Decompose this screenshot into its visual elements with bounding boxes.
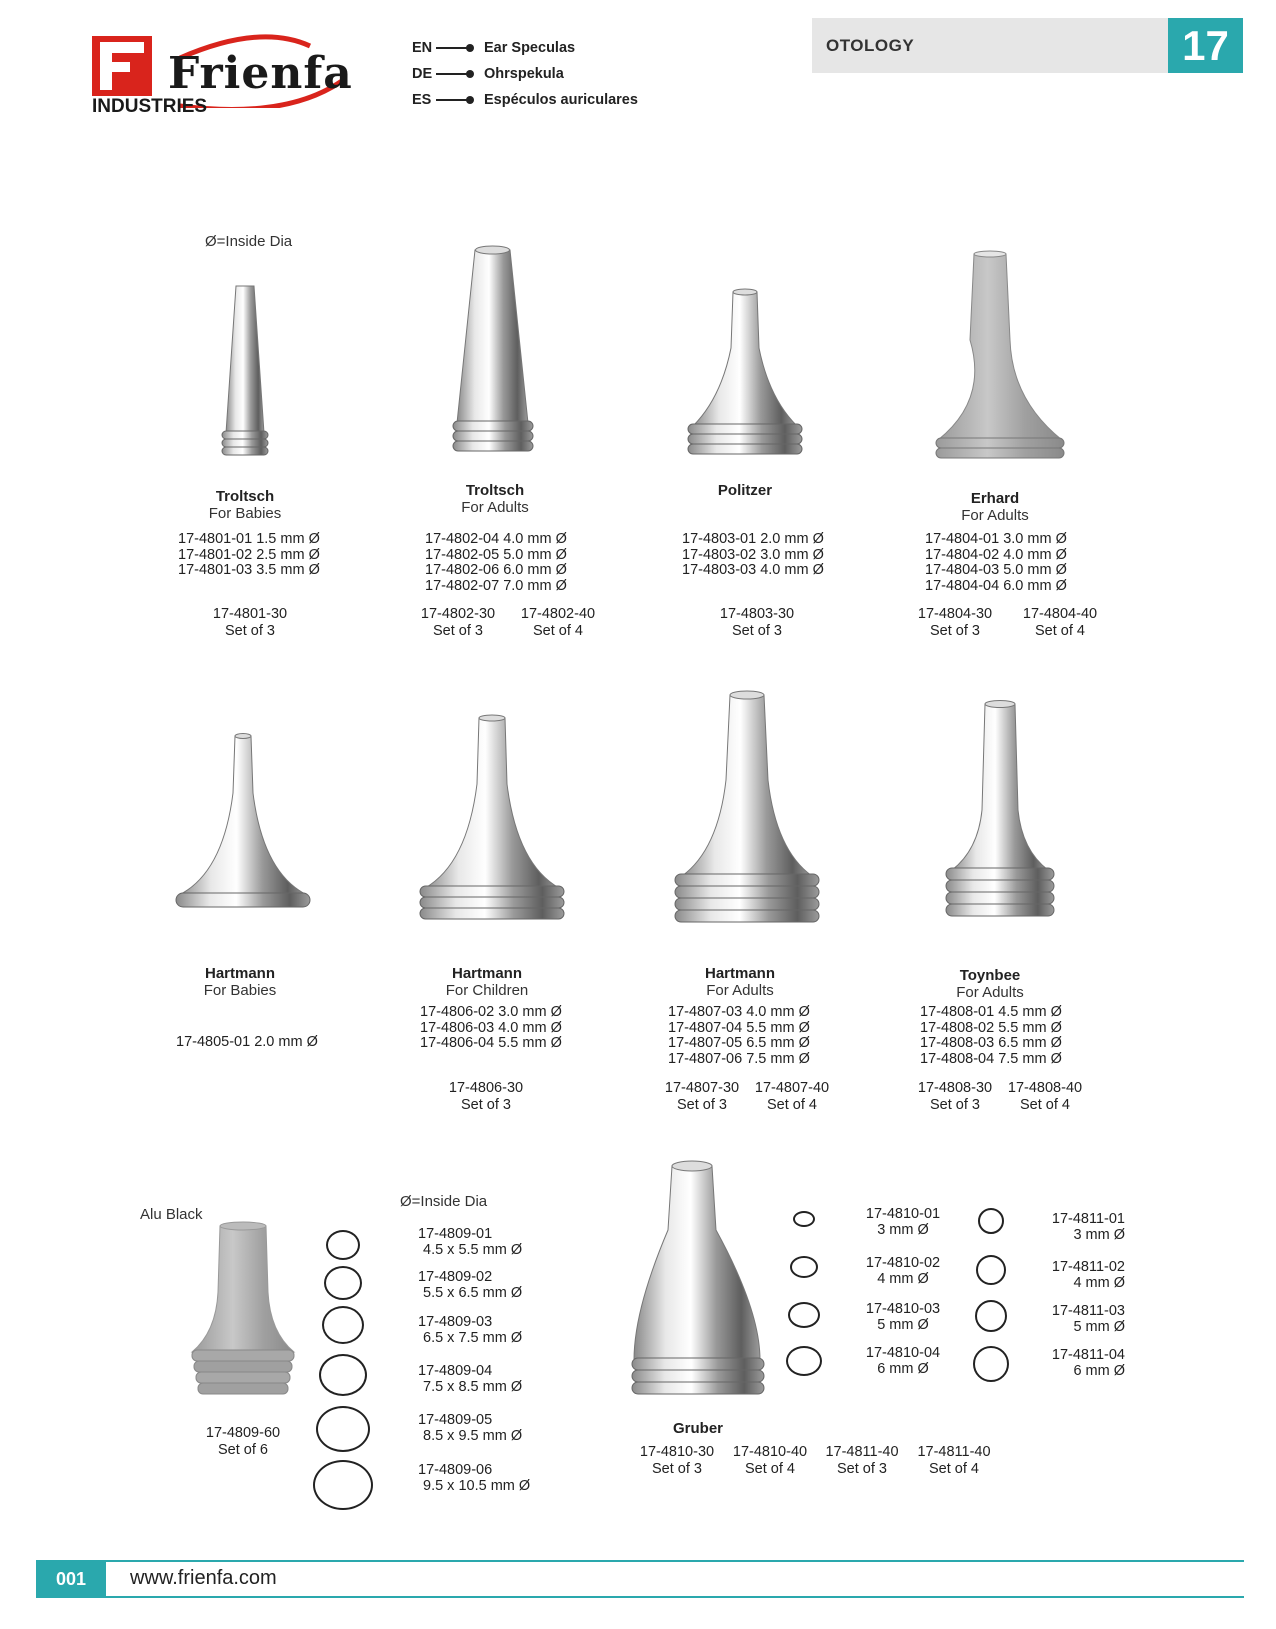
product-sub: For Children xyxy=(445,982,529,999)
page-number: 001 xyxy=(36,1562,106,1596)
product-name: Toynbee xyxy=(959,967,1021,984)
footer-rule xyxy=(36,1596,1244,1598)
size-ring xyxy=(322,1306,364,1344)
product-codes: 17-4803-01 2.0 mm Ø 17-4803-02 3.0 mm Ø 17-4803-03 4.0 mm Ø xyxy=(682,531,824,578)
ring-code: 17-4811-01 3 mm Ø xyxy=(1051,1211,1125,1243)
politzer-image xyxy=(685,288,805,468)
product-sub: For Babies xyxy=(208,505,282,522)
ring-code: 17-4811-02 4 mm Ø xyxy=(1051,1259,1125,1291)
brand-name: Frienfa xyxy=(168,48,353,99)
hartmann-babies-image xyxy=(173,733,313,933)
product-name: Gruber xyxy=(672,1420,723,1437)
gruber-image xyxy=(630,1160,770,1410)
alu-black-note: Alu Black xyxy=(140,1206,203,1223)
erhard-image xyxy=(930,250,1070,470)
section-number: 17 xyxy=(1168,18,1243,73)
product-name: Troltsch xyxy=(465,482,525,499)
hartmann-children-image xyxy=(417,714,567,934)
product-codes: 17-4808-01 4.5 mm Ø 17-4808-02 5.5 mm Ø 17-4808-03 6.5 mm Ø 17-4808-04 7.5 mm Ø xyxy=(920,1004,1062,1067)
ring-code: 17-4809-05 8.5 x 9.5 mm Ø xyxy=(418,1412,523,1444)
size-ring xyxy=(324,1266,362,1300)
set-item: 17-4807-40 Set of 4 xyxy=(754,1080,830,1113)
ring-code: 17-4811-04 6 mm Ø xyxy=(1051,1347,1125,1379)
lang-de: DE Ohrspekula xyxy=(412,66,564,82)
size-ring xyxy=(976,1255,1006,1285)
set-item: 17-4802-30 Set of 3 xyxy=(420,606,496,639)
product-codes: 17-4807-03 4.0 mm Ø 17-4807-04 5.5 mm Ø 17-4807-05 6.5 mm Ø 17-4807-06 7.5 mm Ø xyxy=(668,1004,810,1067)
ring-code: 17-4809-04 7.5 x 8.5 mm Ø xyxy=(418,1363,523,1395)
brand-sub: INDUSTRIES xyxy=(92,96,208,117)
set-item: 17-4810-30 Set of 3 xyxy=(639,1444,715,1477)
lang-es: ES Espéculos auriculares xyxy=(412,92,638,108)
size-ring xyxy=(319,1354,367,1396)
set-item: 17-4802-40 Set of 4 xyxy=(520,606,596,639)
product-name: Hartmann xyxy=(204,965,275,982)
product-name: Hartmann xyxy=(704,965,775,982)
set-item: 17-4810-40 Set of 4 xyxy=(732,1444,808,1477)
troltsch-babies-image xyxy=(210,283,280,463)
set-item: 17-4801-30 Set of 3 xyxy=(212,606,288,639)
inside-dia-note: Ø=Inside Dia xyxy=(205,233,293,250)
ring-code: 17-4811-03 5 mm Ø xyxy=(1051,1303,1125,1335)
logo-mark xyxy=(92,36,152,96)
product-codes: 17-4805-01 2.0 mm Ø xyxy=(176,1034,318,1050)
ring-code: 17-4810-03 5 mm Ø xyxy=(865,1301,941,1333)
ring-code: 17-4809-01 4.5 x 5.5 mm Ø xyxy=(418,1226,523,1258)
size-ring xyxy=(788,1302,820,1328)
set-item: 17-4811-40 Set of 3 xyxy=(825,1444,899,1477)
ring-code: 17-4809-02 5.5 x 6.5 mm Ø xyxy=(418,1269,523,1301)
product-sub: For Adults xyxy=(961,507,1029,524)
product-name: Hartmann xyxy=(451,965,522,982)
product-sub: For Adults xyxy=(461,499,529,516)
product-codes: 17-4801-01 1.5 mm Ø 17-4801-02 2.5 mm Ø 17-4801-03 3.5 mm Ø xyxy=(178,531,320,578)
footer-rule xyxy=(36,1560,1244,1562)
ring-code: 17-4810-02 4 mm Ø xyxy=(865,1255,941,1287)
size-ring xyxy=(975,1300,1007,1332)
ring-code: 17-4810-04 6 mm Ø xyxy=(865,1345,941,1377)
size-ring xyxy=(973,1346,1009,1382)
size-ring xyxy=(316,1406,370,1452)
set-item: 17-4804-40 Set of 4 xyxy=(1022,606,1098,639)
toynbee-image xyxy=(940,700,1060,930)
ring-code: 17-4810-01 3 mm Ø xyxy=(865,1206,941,1238)
size-ring xyxy=(326,1230,360,1260)
product-name: Troltsch xyxy=(215,488,275,505)
alu-black-image xyxy=(188,1222,298,1412)
set-item: 17-4811-40 Set of 4 xyxy=(917,1444,991,1477)
size-ring xyxy=(793,1211,815,1227)
section-title: OTOLOGY xyxy=(826,36,915,55)
troltsch-adults-image xyxy=(450,245,540,465)
product-name: Erhard xyxy=(970,490,1020,507)
product-codes: 17-4804-01 3.0 mm Ø 17-4804-02 4.0 mm Ø 17-4804-03 5.0 mm Ø 17-4804-04 6.0 mm Ø xyxy=(925,531,1067,594)
size-ring xyxy=(978,1208,1004,1234)
product-codes: 17-4806-02 3.0 mm Ø 17-4806-03 4.0 mm Ø 17-4806-04 5.5 mm Ø xyxy=(420,1004,562,1051)
set-item: 17-4809-60 Set of 6 xyxy=(205,1425,281,1458)
set-item: 17-4808-30 Set of 3 xyxy=(917,1080,993,1113)
size-ring xyxy=(313,1460,373,1510)
set-item: 17-4804-30 Set of 3 xyxy=(917,606,993,639)
product-name: Politzer xyxy=(717,482,773,499)
inside-dia-note-2: Ø=Inside Dia xyxy=(400,1193,488,1210)
size-ring xyxy=(790,1256,818,1278)
size-ring xyxy=(786,1346,822,1376)
ring-code: 17-4809-06 9.5 x 10.5 mm Ø xyxy=(418,1462,531,1494)
product-sub: For Adults xyxy=(706,982,774,999)
website-link[interactable]: www.frienfa.com xyxy=(130,1567,277,1589)
section-banner xyxy=(812,18,1168,73)
product-sub: For Babies xyxy=(203,982,277,999)
product-sub: For Adults xyxy=(956,984,1024,1001)
ring-code: 17-4809-03 6.5 x 7.5 mm Ø xyxy=(418,1314,523,1346)
set-item: 17-4806-30 Set of 3 xyxy=(448,1080,524,1113)
product-codes: 17-4802-04 4.0 mm Ø 17-4802-05 5.0 mm Ø 17-4802-06 6.0 mm Ø 17-4802-07 7.0 mm Ø xyxy=(425,531,567,594)
set-item: 17-4807-30 Set of 3 xyxy=(664,1080,740,1113)
hartmann-adults-image xyxy=(672,690,822,940)
set-item: 17-4803-30 Set of 3 xyxy=(719,606,795,639)
lang-en: EN Ear Speculas xyxy=(412,40,576,56)
set-item: 17-4808-40 Set of 4 xyxy=(1007,1080,1083,1113)
